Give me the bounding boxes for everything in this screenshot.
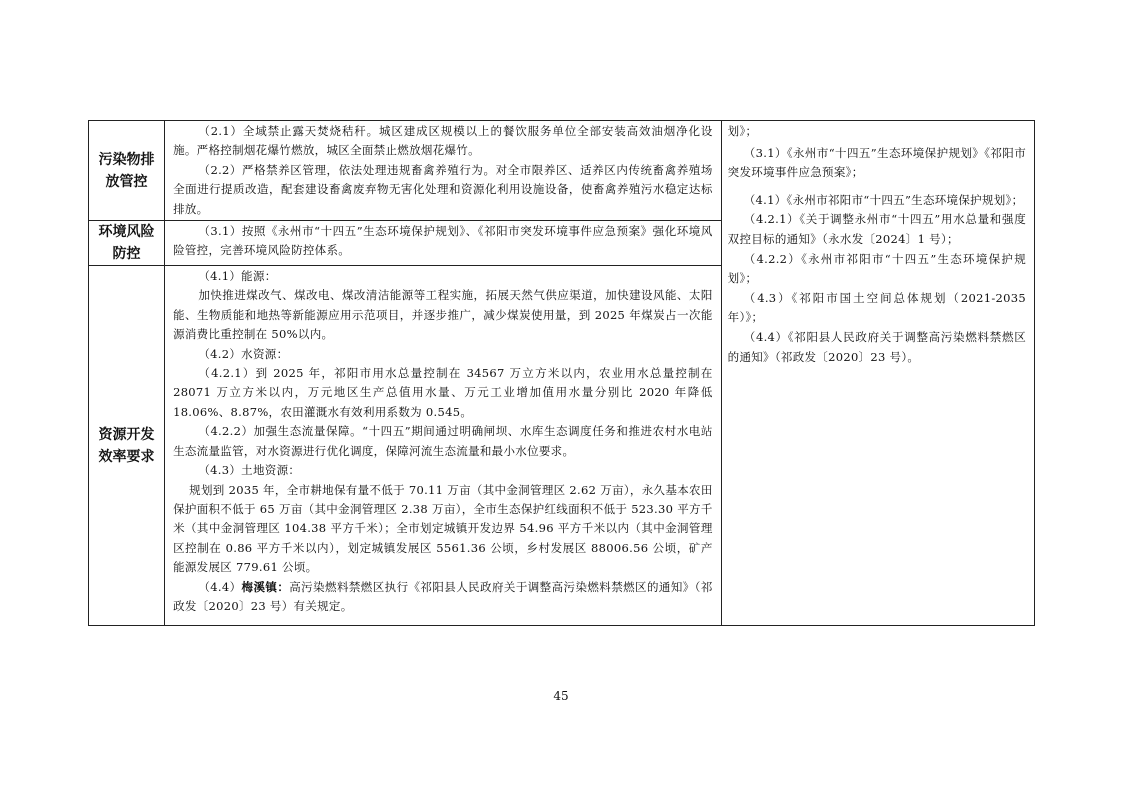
requirement-cell [165,121,722,221]
category-label: 污染物排 [98,151,155,168]
category-label: 防控 [112,246,141,263]
category-label: 放管控 [105,173,148,190]
meixi-bold: 梅溪镇： [241,579,290,594]
page-number: 45 [553,689,569,703]
category-label: 资源开发 [98,426,155,443]
paragraph: （4.2）水资源： [198,346,289,361]
requirements-table [88,120,1035,626]
basis-item: （4.4）《祁阳县人民政府关于调整高污染燃料禁燃区的通知》（祁政发〔2020〕23 号）。 [727,329,1026,364]
basis-item: （4.3）《祁阳市国土空间总体规划（2021-2035 年）》； [727,290,1026,325]
paragraph: （4.1）能源： [198,269,277,284]
paragraph: 加快推进煤改气、煤改电、煤改清洁能源等工程实施，拓展天然气供应渠道，加快建设风能、太阳能、生物质能和地热等新能源应用示范项目，并逐步推广，减少煤炭使用量，到 2025 年煤炭占一次能源消费比重控制在 50%以内。 [173,288,713,342]
basis-cell [721,121,1034,626]
basis-item: 划》； [727,124,758,138]
paragraph: （2.2）严格禁养区管理，依法处理违规畜禽养殖行为。对全市限养区、适养区内传统畜禽养殖场全面进行提质改造，配套建设畜禽废弃物无害化处理和资源化利用设施设备，使畜禽养殖污水稳定达标排放。 [173,162,713,216]
paragraph: 规划到 2035 年，全市耕地保有量不低于 70.11 万亩（其中金洞管理区 2.62 万亩），永久基本农田保护面积不低于 65 万亩（其中金洞管理区 2.38 万亩），全市生态保护红线面积不低于 523.30 平方千米（其中金洞管理区 104.38 平方千米）；全市划定城镇开发边界 54.96 平方千米以内（其中金洞管理区控制在 0.86 平方千米以内），划定城镇发展区 5561.36 公顷，乡村发展区 88006.56 公顷，矿产能源发展区 779.61 公顷。 [173,482,713,575]
basis-item: （3.1）《永州市“十四五”生态环境保护规划》《祁阳市突发环境事件应急预案》； [727,145,1026,180]
category-cell [89,266,165,626]
basis-item: （4.2.1）《关于调整永州市“十四五”用水总量和强度双控目标的通知》（永水发〔2024〕1 号）； [727,212,1026,246]
meixi-text: 高污染燃料禁燃区执行《祁阳县人民政府关于调整高污染燃料禁燃区的通知》（祁政发〔2020〕23 号）有关规定。 [173,579,713,613]
requirement-cell [165,221,722,266]
paragraph [173,578,713,617]
table-row [89,121,1035,221]
paragraph: （4.3）土地资源： [198,463,301,478]
category-label: 效率要求 [98,448,155,465]
category-cell [89,221,165,266]
category-cell [89,121,165,221]
paragraph: （4.2.2）加强生态流量保障。“十四五”期间通过明确闸坝、水库生态调度任务和推进农村水电站生态流量监管，对水资源进行优化调度，保障河流生态流量和最小水位要求。 [173,424,713,458]
basis-item: （4.2.2）《永州市祁阳市“十四五”生态环境保护规划》； [727,251,1026,286]
paragraph: （3.1）按照《永州市“十四五”生态环境保护规划》、《祁阳市突发环境事件应急预案》强化环境风险管控，完善环境风险防控体系。 [173,224,713,258]
basis-item: （4.1）《永州市祁阳市“十四五”生态环境保护规划》； [743,192,1024,207]
paragraph: （4.2.1）到 2025 年，祁阳市用水总量控制在 34567 万立方米以内，农业用水总量控制在 28071 万立方米以内，万元地区生产总值用水量、万元工业增加值用水量分别比 2020 年降低 18.06%、8.87%，农田灌溉水有效利用系数为 0.545。 [173,366,713,419]
category-label: 环境风险 [98,224,155,241]
requirement-cell [165,266,722,626]
meixi-prefix: （4.4） [198,579,242,594]
paragraph: （2.1）全域禁止露天焚烧秸秆。城区建成区规模以上的餐饮服务单位全部安装高效油烟净化设施。严格控制烟花爆竹燃放，城区全面禁止燃放烟花爆竹。 [173,124,713,158]
